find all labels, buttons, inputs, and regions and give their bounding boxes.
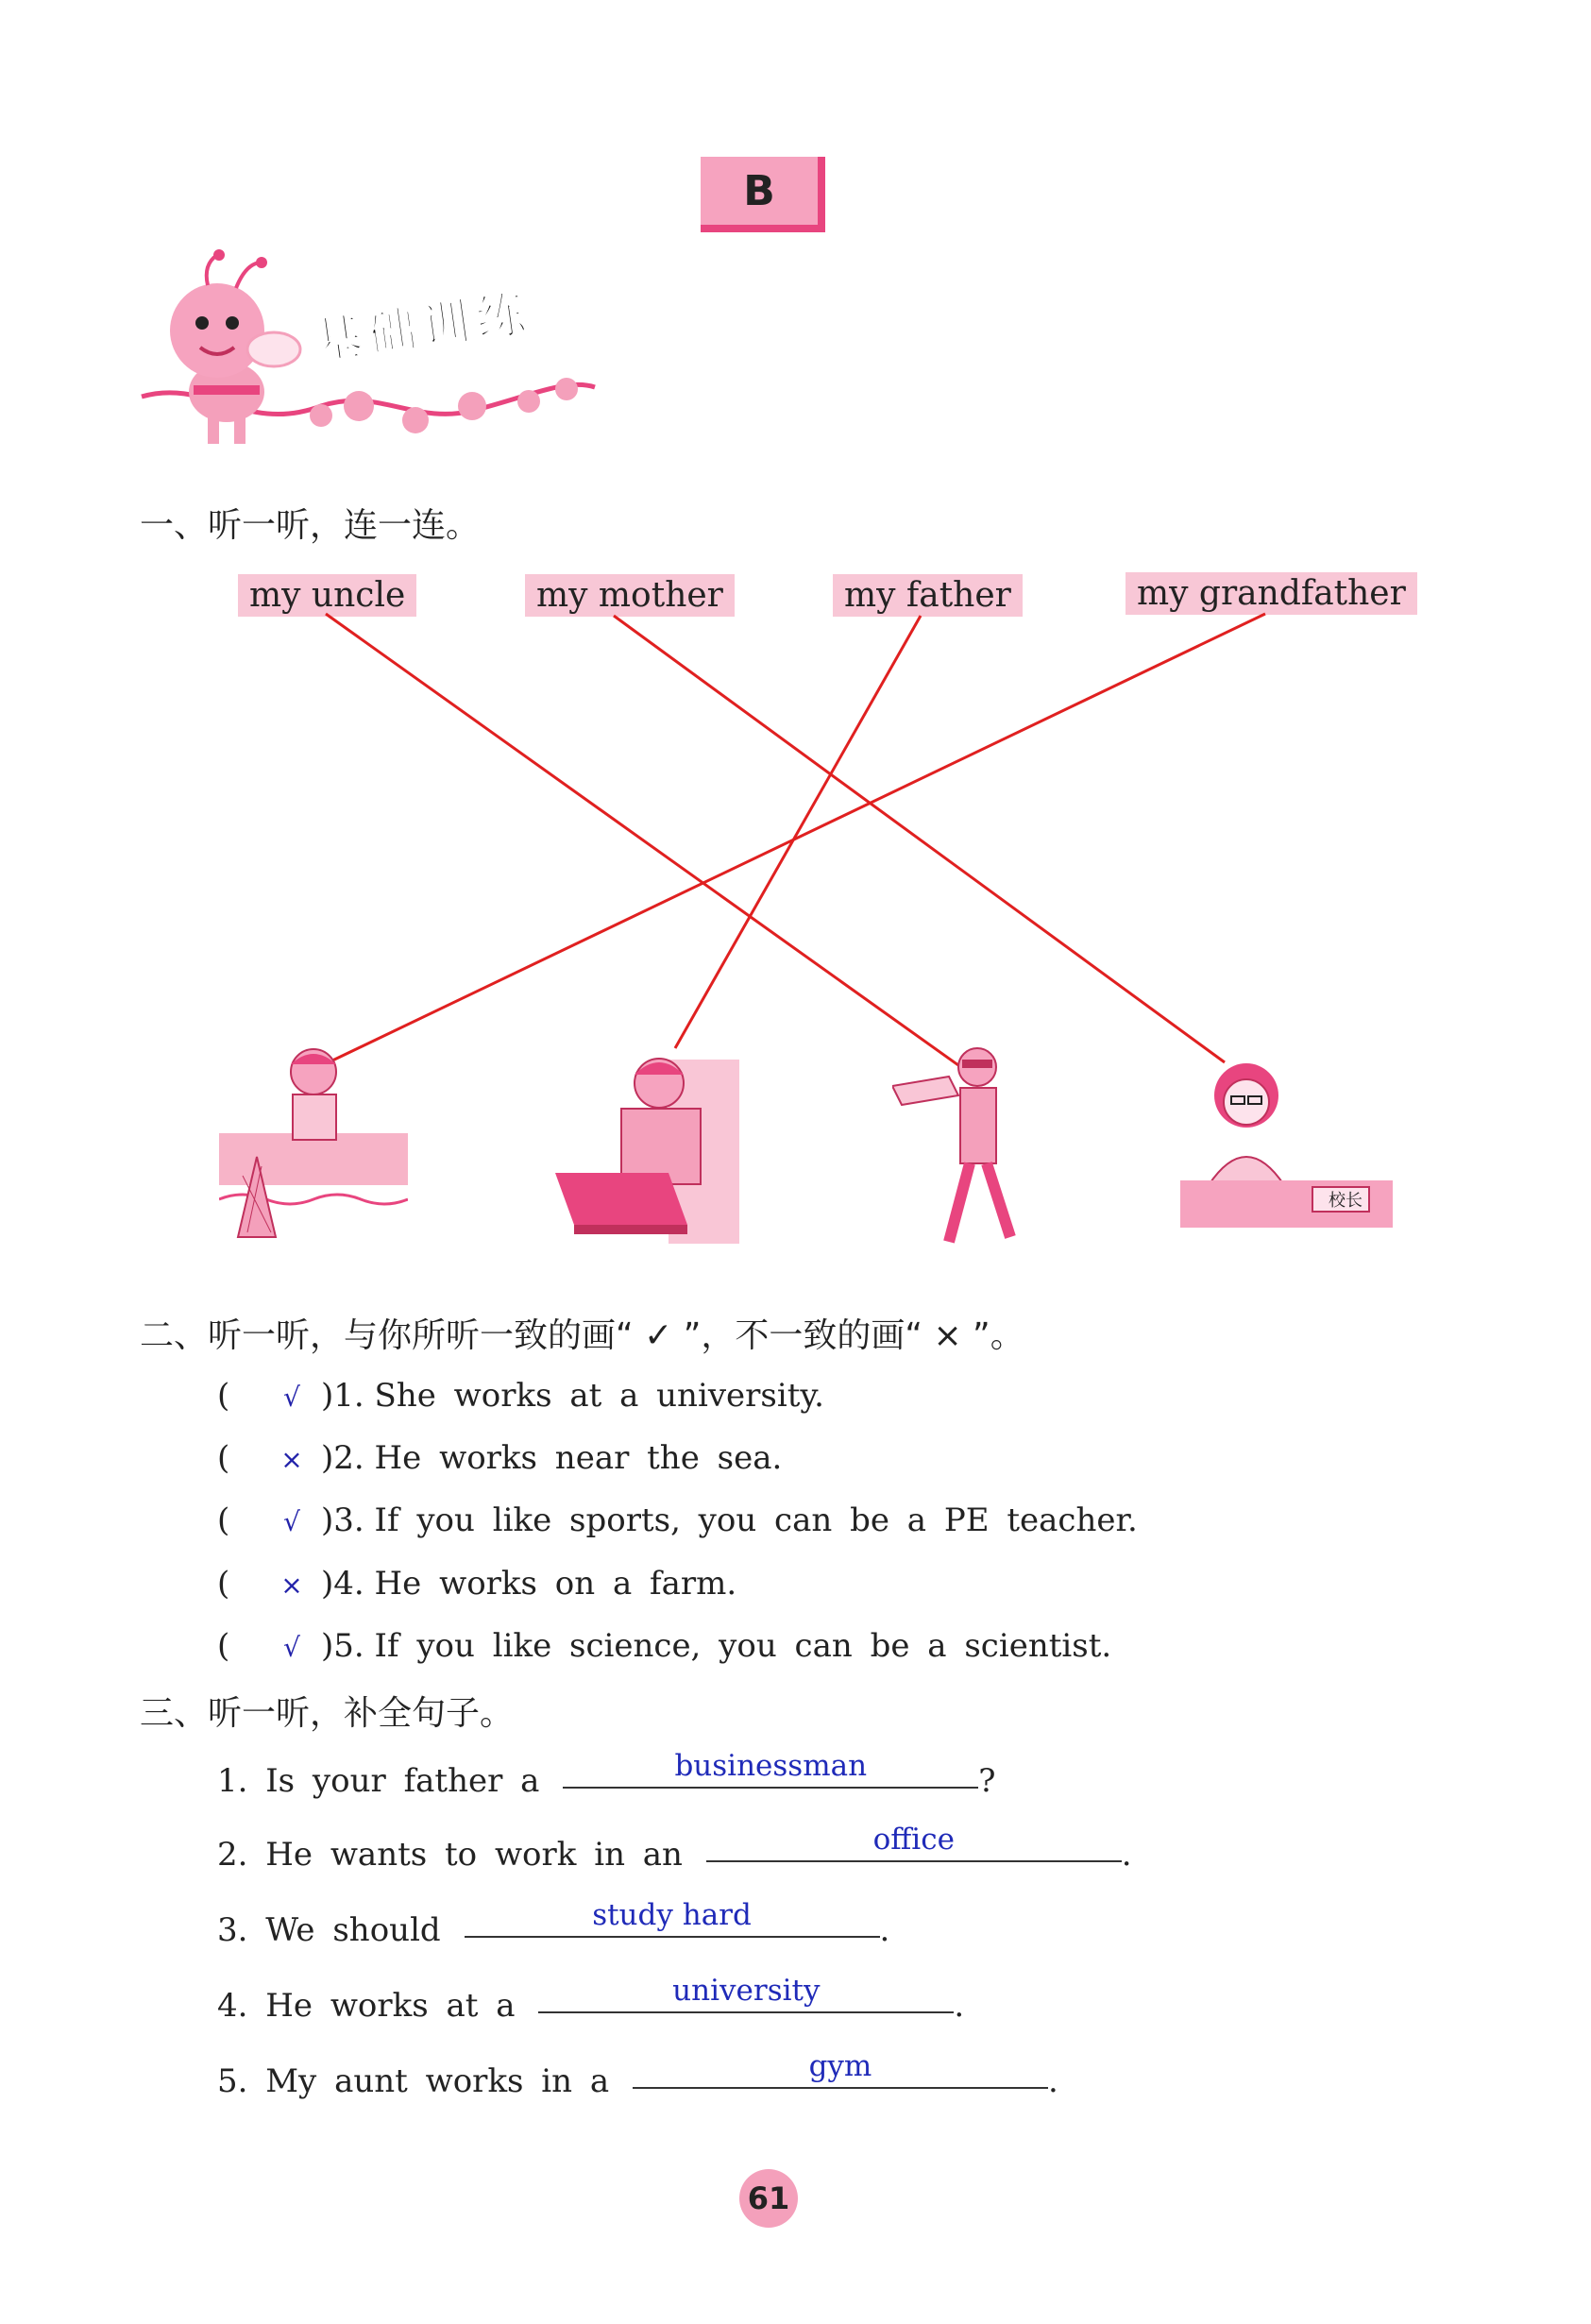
fill-prefix: 3. We should	[217, 1911, 441, 1949]
tag-my-father: my father	[833, 574, 1023, 617]
fill-item-5	[217, 2049, 1058, 2100]
tf-mark: √	[283, 1506, 300, 1537]
tf-number: )2.	[321, 1439, 364, 1477]
tf-item-5	[217, 1627, 1111, 1665]
answer-blank: businessman	[563, 1749, 978, 1789]
tf-open-paren: (	[217, 1439, 230, 1477]
tf-mark: √	[283, 1382, 300, 1413]
fill-suffix: .	[879, 1911, 890, 1949]
tf-open-paren: (	[217, 1627, 230, 1665]
answer-blank: study hard	[465, 1898, 880, 1938]
fill-prefix: 4. He works at a	[217, 1987, 516, 2025]
tf-text: If you like sports, you can be a PE teacher.	[374, 1501, 1138, 1539]
fill-suffix: .	[1047, 2062, 1058, 2100]
match-line-uncle-to-pilot	[326, 614, 965, 1070]
tf-item-2	[217, 1439, 782, 1477]
tf-text: She works at a university.	[374, 1377, 824, 1415]
principal-sign-label: 校长	[1329, 1191, 1363, 1211]
tf-number: )5.	[321, 1627, 364, 1665]
office-worker-picture	[555, 1041, 744, 1247]
match-line-father-to-office-worker	[675, 616, 921, 1048]
header-title: 基础训练	[309, 285, 534, 372]
tf-item-3	[217, 1501, 1138, 1539]
fill-item-1	[217, 1749, 996, 1800]
tf-open-paren: (	[217, 1565, 230, 1603]
tf-text: He works on a farm.	[374, 1565, 737, 1603]
section-badge: B	[701, 157, 825, 232]
fill-prefix: 5. My aunt works in a	[217, 2062, 610, 2100]
tf-open-paren: (	[217, 1501, 230, 1539]
fisherman-picture	[219, 1043, 408, 1242]
fill-item-4	[217, 1974, 965, 2025]
tf-number: )3.	[321, 1501, 364, 1539]
part1-heading: 一、听一听，连一连。	[140, 506, 481, 545]
tag-my-mother: my mother	[525, 574, 735, 617]
tf-mark: √	[283, 1632, 300, 1663]
tf-number: )1.	[321, 1377, 364, 1415]
page-number: 61	[739, 2169, 798, 2228]
tf-number: )4.	[321, 1565, 364, 1603]
match-line-grandfather-to-fisherman	[330, 614, 1265, 1061]
fill-prefix: 2. He wants to work in an	[217, 1836, 683, 1874]
tf-mark: ×	[280, 1444, 303, 1475]
tf-open-paren: (	[217, 1377, 230, 1415]
tf-mark: ×	[280, 1569, 303, 1601]
tf-item-1	[217, 1377, 824, 1415]
fill-item-2	[217, 1823, 1132, 1874]
fill-item-3	[217, 1898, 890, 1949]
tf-text: If you like science, you can be a scientist.	[374, 1627, 1112, 1665]
pilot-picture	[892, 1039, 1034, 1258]
answer-blank: gym	[633, 2049, 1048, 2089]
fill-suffix: .	[954, 1987, 965, 2025]
part2-heading: 二、听一听，与你所听一致的画“ ✓ ”，不一致的画“ × ”。	[140, 1316, 1024, 1355]
fill-prefix: 1. Is your father a	[217, 1762, 540, 1800]
tag-my-grandfather: my grandfather	[1126, 572, 1417, 615]
fill-suffix: .	[1121, 1836, 1132, 1874]
tf-item-4	[217, 1565, 736, 1603]
fill-suffix: ?	[978, 1762, 996, 1800]
tag-my-uncle: my uncle	[238, 574, 416, 617]
answer-blank: office	[706, 1823, 1122, 1862]
answer-blank: university	[538, 1974, 954, 2013]
part3-heading: 三、听一听，补全句子。	[140, 1694, 515, 1733]
tf-text: He works near the sea.	[374, 1439, 783, 1477]
